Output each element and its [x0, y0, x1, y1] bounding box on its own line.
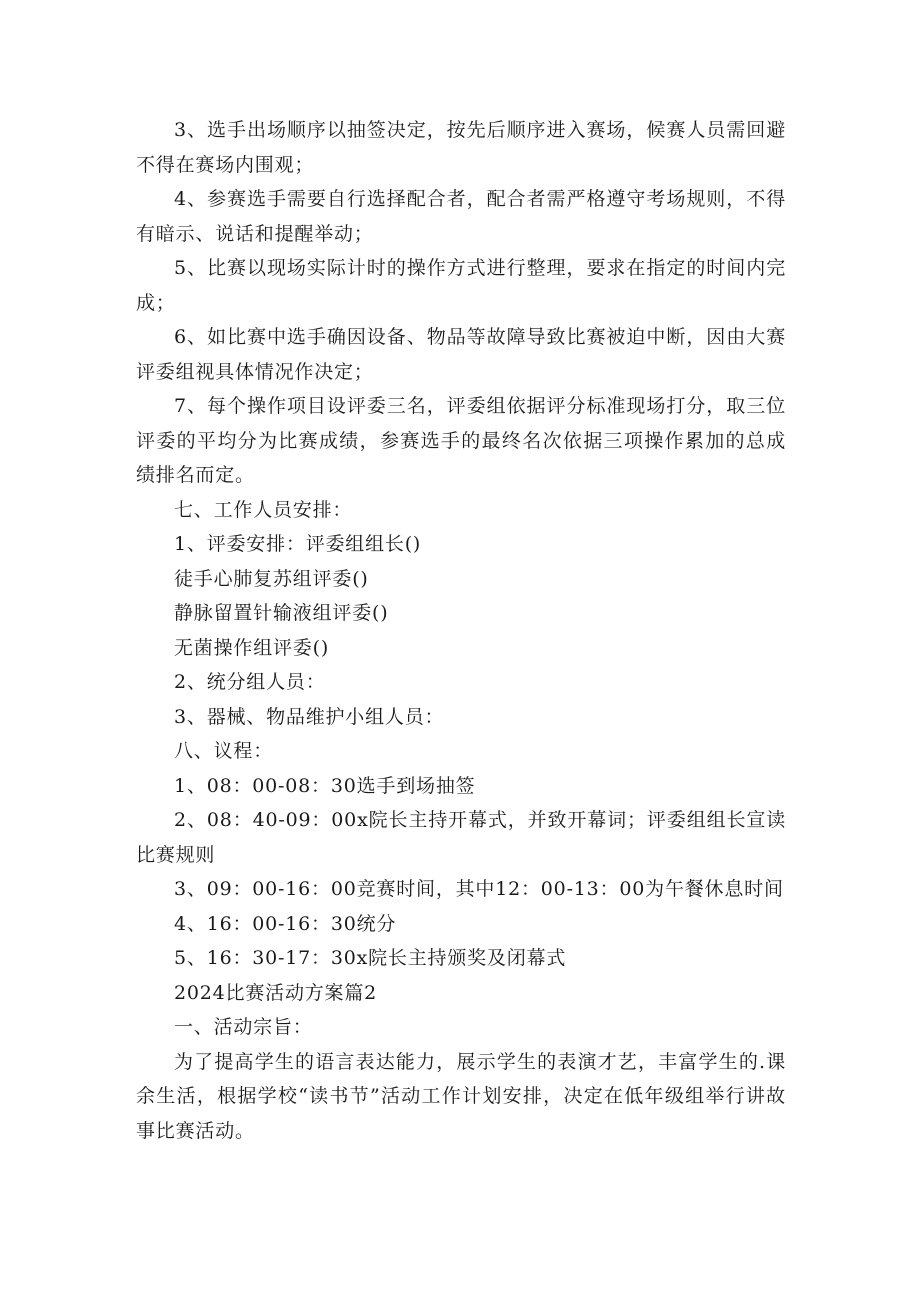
- paragraph-rule-4: 4、参赛选手需要自行选择配合者，配合者需严格遵守考场规则，不得有暗示、说话和提醒举动；: [136, 188, 786, 245]
- document-body: [136, 113, 786, 1148]
- paragraph-rule-5: 5、比赛以现场实际计时的操作方式进行整理，要求在指定的时间内完成；: [136, 257, 786, 314]
- section-heading-purpose: 一、活动宗旨：: [174, 1016, 313, 1038]
- section-heading-agenda: 八、议程：: [174, 740, 274, 762]
- paragraph-purpose: 为了提高学生的语言表达能力，展示学生的表演才艺，丰富学生的.课余生活，根据学校“读书节”活动工作计划安排，决定在低年级组举行讲故事比赛活动。: [136, 1050, 786, 1142]
- paragraph-rule-6: 6、如比赛中选手确因设备、物品等故障导致比赛被迫中断，因由大赛评委组视具体情况作决定；: [136, 326, 786, 383]
- article-title: 2024比赛活动方案篇2: [174, 981, 378, 1004]
- staff-item-aseptic-judges: 无菌操作组评委(): [174, 636, 330, 659]
- agenda-item-4: 4、16：00-16：30统分: [174, 912, 397, 935]
- agenda-item-5: 5、16：30-17：30x院长主持颁奖及闭幕式: [174, 947, 567, 969]
- staff-item-judges: 1、评委安排：评委组组长(): [174, 533, 422, 555]
- agenda-item-1: 1、08：00-08：30选手到场抽签: [174, 774, 476, 797]
- agenda-item-2: 2、08：40-09：00x院长主持开幕式，并致开幕词；评委组组长宣读比赛规则: [136, 809, 786, 866]
- paragraph-rule-3: 3、选手出场顺序以抽签决定，按先后顺序进入赛场，候赛人员需回避不得在赛场内围观；: [136, 119, 786, 176]
- staff-item-scoring: 2、统分组人员：: [174, 671, 326, 693]
- paragraph-rule-7: 7、每个操作项目设评委三名，评委组依据评分标准现场打分，取三位评委的平均分为比赛成绩，参赛选手的最终名次依据三项操作累加的总成绩排名而定。: [136, 395, 786, 486]
- section-heading-staff: 七、工作人员安排：: [174, 498, 353, 521]
- staff-item-maintenance: 3、器械、物品维护小组人员：: [174, 705, 445, 728]
- staff-item-iv-judges: 静脉留置针输液组评委(): [174, 602, 389, 624]
- agenda-item-3: 3、09：00-16：00竞赛时间，其中12：00-13：00为午餐休息时间: [174, 878, 784, 900]
- staff-item-cpr-judges: 徒手心肺复苏组评委(): [174, 567, 369, 590]
